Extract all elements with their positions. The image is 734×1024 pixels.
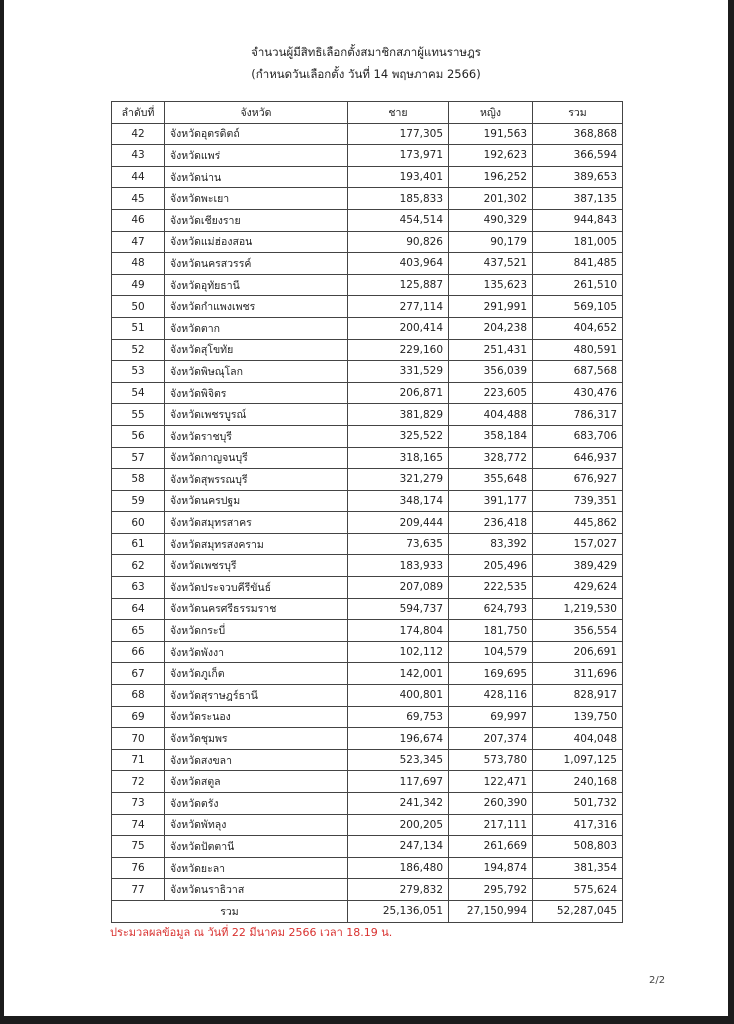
row-province: จังหวัดชุมพร [165, 728, 348, 750]
row-female: 291,991 [449, 296, 533, 318]
row-total: 404,652 [533, 317, 623, 339]
row-order: 71 [112, 749, 165, 771]
row-order: 68 [112, 685, 165, 707]
row-province: จังหวัดเพชรบุรี [165, 555, 348, 577]
row-male: 177,305 [348, 123, 449, 145]
row-order: 75 [112, 836, 165, 858]
header-total: รวม [533, 102, 623, 124]
row-province: จังหวัดภูเก็ต [165, 663, 348, 685]
row-female: 135,623 [449, 274, 533, 296]
row-female: 90,179 [449, 231, 533, 253]
row-male: 200,414 [348, 317, 449, 339]
row-order: 55 [112, 404, 165, 426]
header-province: จังหวัด [165, 102, 348, 124]
row-province: จังหวัดสุราษฎร์ธานี [165, 685, 348, 707]
table-row [112, 879, 623, 901]
row-province: จังหวัดยะลา [165, 857, 348, 879]
row-province: จังหวัดอุทัยธานี [165, 274, 348, 296]
table-body [112, 123, 623, 900]
row-total: 157,027 [533, 533, 623, 555]
row-male: 186,480 [348, 857, 449, 879]
row-male: 69,753 [348, 706, 449, 728]
row-order: 42 [112, 123, 165, 145]
row-total: 429,624 [533, 577, 623, 599]
row-male: 318,165 [348, 447, 449, 469]
row-female: 69,997 [449, 706, 533, 728]
table-footer-row [112, 900, 623, 922]
row-province: จังหวัดพัทลุง [165, 814, 348, 836]
row-male: 229,160 [348, 339, 449, 361]
table-row [112, 793, 623, 815]
row-male: 321,279 [348, 469, 449, 491]
table-row [112, 469, 623, 491]
footer-label: รวม [112, 900, 348, 922]
row-male: 125,887 [348, 274, 449, 296]
row-female: 404,488 [449, 404, 533, 426]
row-province: จังหวัดระนอง [165, 706, 348, 728]
row-province: จังหวัดราชบุรี [165, 425, 348, 447]
row-male: 142,001 [348, 663, 449, 685]
row-male: 247,134 [348, 836, 449, 858]
row-total: 206,691 [533, 641, 623, 663]
row-total: 786,317 [533, 404, 623, 426]
row-province: จังหวัดสุพรรณบุรี [165, 469, 348, 491]
row-female: 261,669 [449, 836, 533, 858]
row-female: 207,374 [449, 728, 533, 750]
row-total: 368,868 [533, 123, 623, 145]
row-female: 573,780 [449, 749, 533, 771]
row-female: 236,418 [449, 512, 533, 534]
row-province: จังหวัดอุตรดิตถ์ [165, 123, 348, 145]
row-female: 355,648 [449, 469, 533, 491]
row-order: 58 [112, 469, 165, 491]
row-female: 391,177 [449, 490, 533, 512]
row-female: 217,111 [449, 814, 533, 836]
row-order: 54 [112, 382, 165, 404]
table-row [112, 490, 623, 512]
row-female: 222,535 [449, 577, 533, 599]
row-female: 205,496 [449, 555, 533, 577]
row-female: 104,579 [449, 641, 533, 663]
footer-female: 27,150,994 [449, 900, 533, 922]
table-row [112, 577, 623, 599]
row-order: 74 [112, 814, 165, 836]
row-female: 192,623 [449, 145, 533, 167]
row-order: 63 [112, 577, 165, 599]
row-province: จังหวัดกำแพงเพชร [165, 296, 348, 318]
eligible-voters-table [111, 101, 623, 923]
header-male: ชาย [348, 102, 449, 124]
table-row [112, 749, 623, 771]
row-female: 191,563 [449, 123, 533, 145]
row-order: 53 [112, 361, 165, 383]
row-order: 73 [112, 793, 165, 815]
row-province: จังหวัดปัตตานี [165, 836, 348, 858]
row-province: จังหวัดกาญจนบุรี [165, 447, 348, 469]
row-province: จังหวัดนครศรีธรรมราช [165, 598, 348, 620]
table-row [112, 188, 623, 210]
row-female: 223,605 [449, 382, 533, 404]
row-total: 261,510 [533, 274, 623, 296]
row-order: 76 [112, 857, 165, 879]
row-female: 196,252 [449, 166, 533, 188]
row-total: 501,732 [533, 793, 623, 815]
table-row [112, 166, 623, 188]
row-province: จังหวัดสมุทรสงคราม [165, 533, 348, 555]
row-total: 381,354 [533, 857, 623, 879]
row-order: 52 [112, 339, 165, 361]
row-male: 279,832 [348, 879, 449, 901]
row-order: 50 [112, 296, 165, 318]
row-total: 417,316 [533, 814, 623, 836]
row-female: 428,116 [449, 685, 533, 707]
row-province: จังหวัดนครสวรรค์ [165, 253, 348, 275]
row-female: 122,471 [449, 771, 533, 793]
row-total: 430,476 [533, 382, 623, 404]
header-female: หญิง [449, 102, 533, 124]
row-order: 69 [112, 706, 165, 728]
footer-total: 52,287,045 [533, 900, 623, 922]
row-order: 43 [112, 145, 165, 167]
row-male: 348,174 [348, 490, 449, 512]
table-row [112, 382, 623, 404]
row-male: 400,801 [348, 685, 449, 707]
row-province: จังหวัดแพร่ [165, 145, 348, 167]
table-row [112, 209, 623, 231]
table-row [112, 296, 623, 318]
header-order: ลำดับที่ [112, 102, 165, 124]
row-province: จังหวัดประจวบคีรีขันธ์ [165, 577, 348, 599]
row-male: 206,871 [348, 382, 449, 404]
row-total: 240,168 [533, 771, 623, 793]
row-male: 193,401 [348, 166, 449, 188]
row-total: 387,135 [533, 188, 623, 210]
table-row [112, 857, 623, 879]
row-male: 90,826 [348, 231, 449, 253]
row-order: 61 [112, 533, 165, 555]
row-female: 437,521 [449, 253, 533, 275]
row-male: 331,529 [348, 361, 449, 383]
row-total: 404,048 [533, 728, 623, 750]
row-male: 594,737 [348, 598, 449, 620]
row-total: 1,097,125 [533, 749, 623, 771]
row-order: 59 [112, 490, 165, 512]
row-male: 403,964 [348, 253, 449, 275]
table-row [112, 533, 623, 555]
row-male: 207,089 [348, 577, 449, 599]
row-male: 454,514 [348, 209, 449, 231]
table-row [112, 555, 623, 577]
row-total: 356,554 [533, 620, 623, 642]
table-row [112, 663, 623, 685]
row-order: 70 [112, 728, 165, 750]
table-row [112, 836, 623, 858]
document-page [4, 0, 728, 1016]
row-male: 209,444 [348, 512, 449, 534]
row-total: 311,696 [533, 663, 623, 685]
table-row [112, 685, 623, 707]
row-total: 366,594 [533, 145, 623, 167]
table-row [112, 814, 623, 836]
table-row [112, 706, 623, 728]
table-row [112, 317, 623, 339]
row-female: 295,792 [449, 879, 533, 901]
row-female: 356,039 [449, 361, 533, 383]
row-male: 183,933 [348, 555, 449, 577]
row-province: จังหวัดเพชรบูรณ์ [165, 404, 348, 426]
row-order: 48 [112, 253, 165, 275]
row-order: 46 [112, 209, 165, 231]
row-male: 73,635 [348, 533, 449, 555]
table-row [112, 404, 623, 426]
row-province: จังหวัดแม่ฮ่องสอน [165, 231, 348, 253]
row-female: 83,392 [449, 533, 533, 555]
row-province: จังหวัดเชียงราย [165, 209, 348, 231]
row-total: 828,917 [533, 685, 623, 707]
page-number: 2/2 [649, 975, 666, 986]
table-row [112, 771, 623, 793]
table-row [112, 253, 623, 275]
row-order: 64 [112, 598, 165, 620]
row-female: 251,431 [449, 339, 533, 361]
row-order: 72 [112, 771, 165, 793]
row-total: 646,937 [533, 447, 623, 469]
row-female: 328,772 [449, 447, 533, 469]
row-province: จังหวัดสตูล [165, 771, 348, 793]
row-total: 944,843 [533, 209, 623, 231]
row-order: 77 [112, 879, 165, 901]
table-row [112, 231, 623, 253]
row-province: จังหวัดพิษณุโลก [165, 361, 348, 383]
row-province: จังหวัดพิจิตร [165, 382, 348, 404]
table-row [112, 145, 623, 167]
row-total: 1,219,530 [533, 598, 623, 620]
table-header-row [112, 102, 623, 124]
row-order: 51 [112, 317, 165, 339]
table-row [112, 123, 623, 145]
row-total: 683,706 [533, 425, 623, 447]
row-order: 62 [112, 555, 165, 577]
row-male: 200,205 [348, 814, 449, 836]
row-order: 44 [112, 166, 165, 188]
row-female: 181,750 [449, 620, 533, 642]
row-male: 173,971 [348, 145, 449, 167]
row-total: 575,624 [533, 879, 623, 901]
row-male: 241,342 [348, 793, 449, 815]
row-female: 194,874 [449, 857, 533, 879]
table-row [112, 620, 623, 642]
table-row [112, 274, 623, 296]
row-province: จังหวัดสมุทรสาคร [165, 512, 348, 534]
table-row [112, 728, 623, 750]
row-male: 196,674 [348, 728, 449, 750]
row-male: 174,804 [348, 620, 449, 642]
processing-note: ประมวลผลข้อมูล ณ วันที่ 22 มีนาคม 2566 เวลา 18.19 น. [110, 926, 393, 939]
table-row [112, 339, 623, 361]
row-order: 65 [112, 620, 165, 642]
table-row [112, 361, 623, 383]
row-total: 389,429 [533, 555, 623, 577]
row-province: จังหวัดตรัง [165, 793, 348, 815]
row-male: 277,114 [348, 296, 449, 318]
row-female: 490,329 [449, 209, 533, 231]
table-row [112, 641, 623, 663]
row-total: 676,927 [533, 469, 623, 491]
row-order: 60 [112, 512, 165, 534]
row-order: 49 [112, 274, 165, 296]
row-order: 66 [112, 641, 165, 663]
row-female: 260,390 [449, 793, 533, 815]
row-male: 325,522 [348, 425, 449, 447]
row-order: 56 [112, 425, 165, 447]
row-male: 185,833 [348, 188, 449, 210]
row-province: จังหวัดสุโขทัย [165, 339, 348, 361]
row-male: 102,112 [348, 641, 449, 663]
row-female: 169,695 [449, 663, 533, 685]
row-province: จังหวัดตาก [165, 317, 348, 339]
row-total: 139,750 [533, 706, 623, 728]
row-male: 381,829 [348, 404, 449, 426]
row-total: 181,005 [533, 231, 623, 253]
row-total: 480,591 [533, 339, 623, 361]
row-female: 358,184 [449, 425, 533, 447]
row-total: 389,653 [533, 166, 623, 188]
row-total: 841,485 [533, 253, 623, 275]
row-total: 739,351 [533, 490, 623, 512]
document-title: จำนวนผู้มีสิทธิเลือกตั้งสมาชิกสภาผู้แทนราษฎร [251, 45, 481, 59]
row-order: 47 [112, 231, 165, 253]
row-order: 45 [112, 188, 165, 210]
table-row [112, 425, 623, 447]
table-row [112, 447, 623, 469]
footer-male: 25,136,051 [348, 900, 449, 922]
row-province: จังหวัดน่าน [165, 166, 348, 188]
row-province: จังหวัดพะเยา [165, 188, 348, 210]
row-female: 201,302 [449, 188, 533, 210]
table-row [112, 598, 623, 620]
row-male: 117,697 [348, 771, 449, 793]
row-total: 687,568 [533, 361, 623, 383]
row-province: จังหวัดสงขลา [165, 749, 348, 771]
row-total: 508,803 [533, 836, 623, 858]
table-row [112, 512, 623, 534]
row-order: 67 [112, 663, 165, 685]
row-order: 57 [112, 447, 165, 469]
row-total: 569,105 [533, 296, 623, 318]
row-female: 204,238 [449, 317, 533, 339]
row-total: 445,862 [533, 512, 623, 534]
document-subtitle: (กำหนดวันเลือกตั้ง วันที่ 14 พฤษภาคม 2566) [251, 67, 481, 81]
row-female: 624,793 [449, 598, 533, 620]
row-province: จังหวัดนราธิวาส [165, 879, 348, 901]
row-province: จังหวัดพังงา [165, 641, 348, 663]
row-province: จังหวัดนครปฐม [165, 490, 348, 512]
row-province: จังหวัดกระบี่ [165, 620, 348, 642]
row-male: 523,345 [348, 749, 449, 771]
